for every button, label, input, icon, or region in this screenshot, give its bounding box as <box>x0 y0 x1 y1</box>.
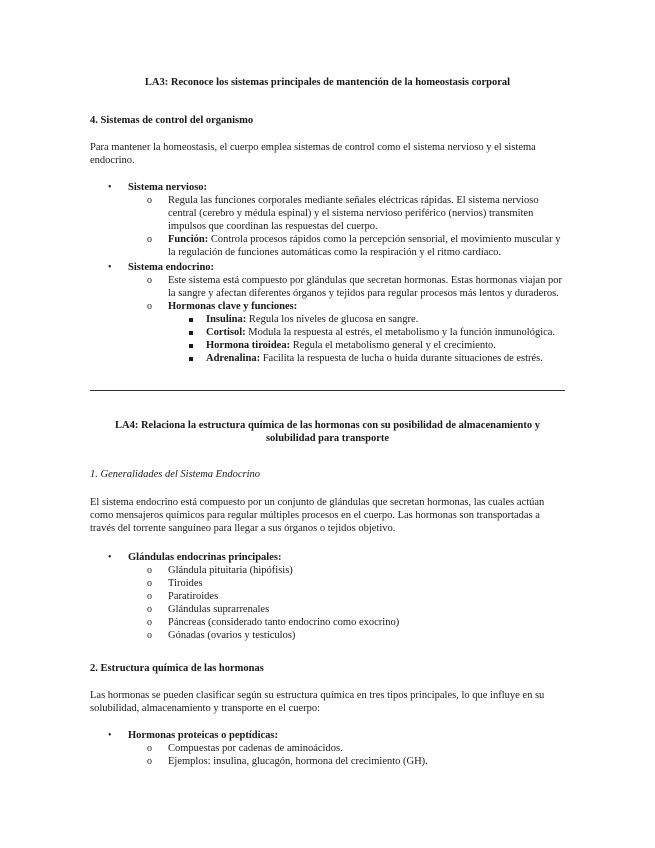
square-bullet-icon <box>189 344 193 348</box>
circle-bullet-icon: o <box>147 565 152 576</box>
proteicas-block <box>90 729 565 768</box>
proteicas-text: Compuestas por cadenas de aminoácidos. <box>168 743 343 754</box>
circle-bullet-icon: o <box>147 756 152 767</box>
hormone-item <box>90 313 565 326</box>
hormone-name: Adrenalina: <box>206 353 261 364</box>
endocrino-subitem-1-text: Este sistema está compuesto por glándulas que secretan hormonas. Estas hormonas viajan por la sangre y afectan diferentes órganos y tejidos para regular procesos más lentos y duraderos. <box>168 275 562 299</box>
gland-item <box>90 629 565 642</box>
circle-bullet-icon: o <box>147 195 152 206</box>
circle-bullet-icon: o <box>147 604 152 615</box>
hormone-name: Cortisol: <box>206 327 246 338</box>
circle-bullet-icon: o <box>147 630 152 641</box>
glands-list-item <box>90 551 565 564</box>
section-divider <box>90 390 565 391</box>
circle-bullet-icon: o <box>147 617 152 628</box>
proteicas-label: Hormonas proteicas o peptídicas: <box>128 730 279 741</box>
gland-text: Glándulas suprarrenales <box>168 604 270 615</box>
estructura-paragraph: Las hormonas se pueden clasificar según su estructura química en tres tipos principales, lo que influye en su solubilidad, almacenamiento y transporte en el cuerpo: <box>90 690 545 714</box>
control-intro-paragraph: Para mantener la homeostasis, el cuerpo emplea sistemas de control como el sistema nervioso y el sistema endocrino. <box>90 142 536 166</box>
section-heading-control: 4. Sistemas de control del organismo <box>90 115 254 126</box>
gland-text: Glándula pituitaria (hipófisis) <box>168 565 293 576</box>
endocrino-subitem-2 <box>90 300 565 313</box>
disc-bullet-icon: • <box>108 552 112 563</box>
disc-bullet-icon: • <box>108 730 112 741</box>
estructura-heading: 2. Estructura química de las hormonas <box>90 663 264 674</box>
gland-item <box>90 564 565 577</box>
endocrino-subitem-1 <box>90 274 565 300</box>
nervioso-label: Sistema nervioso: <box>128 182 208 193</box>
disc-bullet-icon: • <box>108 262 112 273</box>
proteicas-item <box>90 755 565 768</box>
gland-text: Paratiroides <box>168 591 219 602</box>
hormone-name: Hormona tiroidea: <box>206 340 291 351</box>
glands-label: Glándulas endocrinas principales: <box>128 552 282 563</box>
circle-bullet-icon: o <box>147 591 152 602</box>
endocrino-block <box>90 261 565 365</box>
nervioso-subitem-1 <box>90 194 565 233</box>
hormone-desc: Facilita la respuesta de lucha o huida durante situaciones de estrés. <box>260 353 543 364</box>
circle-bullet-icon: o <box>147 743 152 754</box>
square-bullet-icon <box>189 357 193 361</box>
hormone-item <box>90 326 565 339</box>
la4-title: LA4: Relaciona la estructura química de las hormonas con su posibilidad de almacenamiento y solubilidad para transporte <box>115 420 540 444</box>
hormone-item <box>90 352 565 365</box>
proteicas-text: Ejemplos: insulina, glucagón, hormona del crecimiento (GH). <box>168 756 428 767</box>
generalidades-heading: 1. Generalidades del Sistema Endocrino <box>90 469 261 480</box>
square-bullet-icon <box>189 331 193 335</box>
circle-bullet-icon: o <box>147 301 152 312</box>
hormone-desc: Regula el metabolismo general y el crecimiento. <box>290 340 496 351</box>
hormone-item <box>90 339 565 352</box>
square-bullet-icon <box>189 318 193 322</box>
proteicas-item <box>90 742 565 755</box>
la3-title: LA3: Reconoce los sistemas principales de mantención de la homeostasis corporal <box>144 77 511 88</box>
nervioso-list-item <box>90 181 565 194</box>
circle-bullet-icon: o <box>147 275 152 286</box>
gland-text: Tiroides <box>168 578 203 589</box>
nervioso-block <box>90 181 565 259</box>
nervioso-subitem-1-text: Regula las funciones corporales mediante señales eléctricas rápidas. El sistema nervioso central (cerebro y médula espinal) y el sistema nervioso periférico (nervios) transmiten impulsos que coordinan las respuestas del cuerpo. <box>168 195 539 232</box>
funcion-text: Controla procesos rápidos como la percepción sensorial, el movimiento muscular y la regulación de funciones automáticas como la respiración y el ritmo cardíaco. <box>168 234 561 258</box>
endocrino-list-item <box>90 261 565 274</box>
circle-bullet-icon: o <box>147 578 152 589</box>
funcion-label: Función: <box>168 234 209 245</box>
hormonas-clave-label: Hormonas clave y funciones: <box>168 301 298 312</box>
gland-text: Gónadas (ovarios y testículos) <box>168 630 296 641</box>
gland-item <box>90 577 565 590</box>
hormone-name: Insulina: <box>206 314 247 325</box>
circle-bullet-icon: o <box>147 234 152 245</box>
glands-block <box>90 551 565 642</box>
endocrino-label: Sistema endocrino: <box>128 262 215 273</box>
gland-item <box>90 603 565 616</box>
gland-text: Páncreas (considerado tanto endocrino como exocrino) <box>168 617 400 628</box>
hormone-desc: Regula los niveles de glucosa en sangre. <box>246 314 419 325</box>
disc-bullet-icon: • <box>108 182 112 193</box>
gland-item <box>90 616 565 629</box>
hormone-desc: Modula la respuesta al estrés, el metabolismo y la función inmunológica. <box>245 327 556 338</box>
proteicas-list-item <box>90 729 565 742</box>
gland-item <box>90 590 565 603</box>
nervioso-subitem-2 <box>90 233 565 259</box>
generalidades-paragraph: El sistema endocrino está compuesto por un conjunto de glándulas que secretan hormonas, las cuales actúan como mensajeros químicos para regular múltiples procesos en el cuerpo. Las hormonas son transportadas a través del torrente sanguíneo para llegar a sus órganos o tejidos objetivo. <box>90 497 545 534</box>
